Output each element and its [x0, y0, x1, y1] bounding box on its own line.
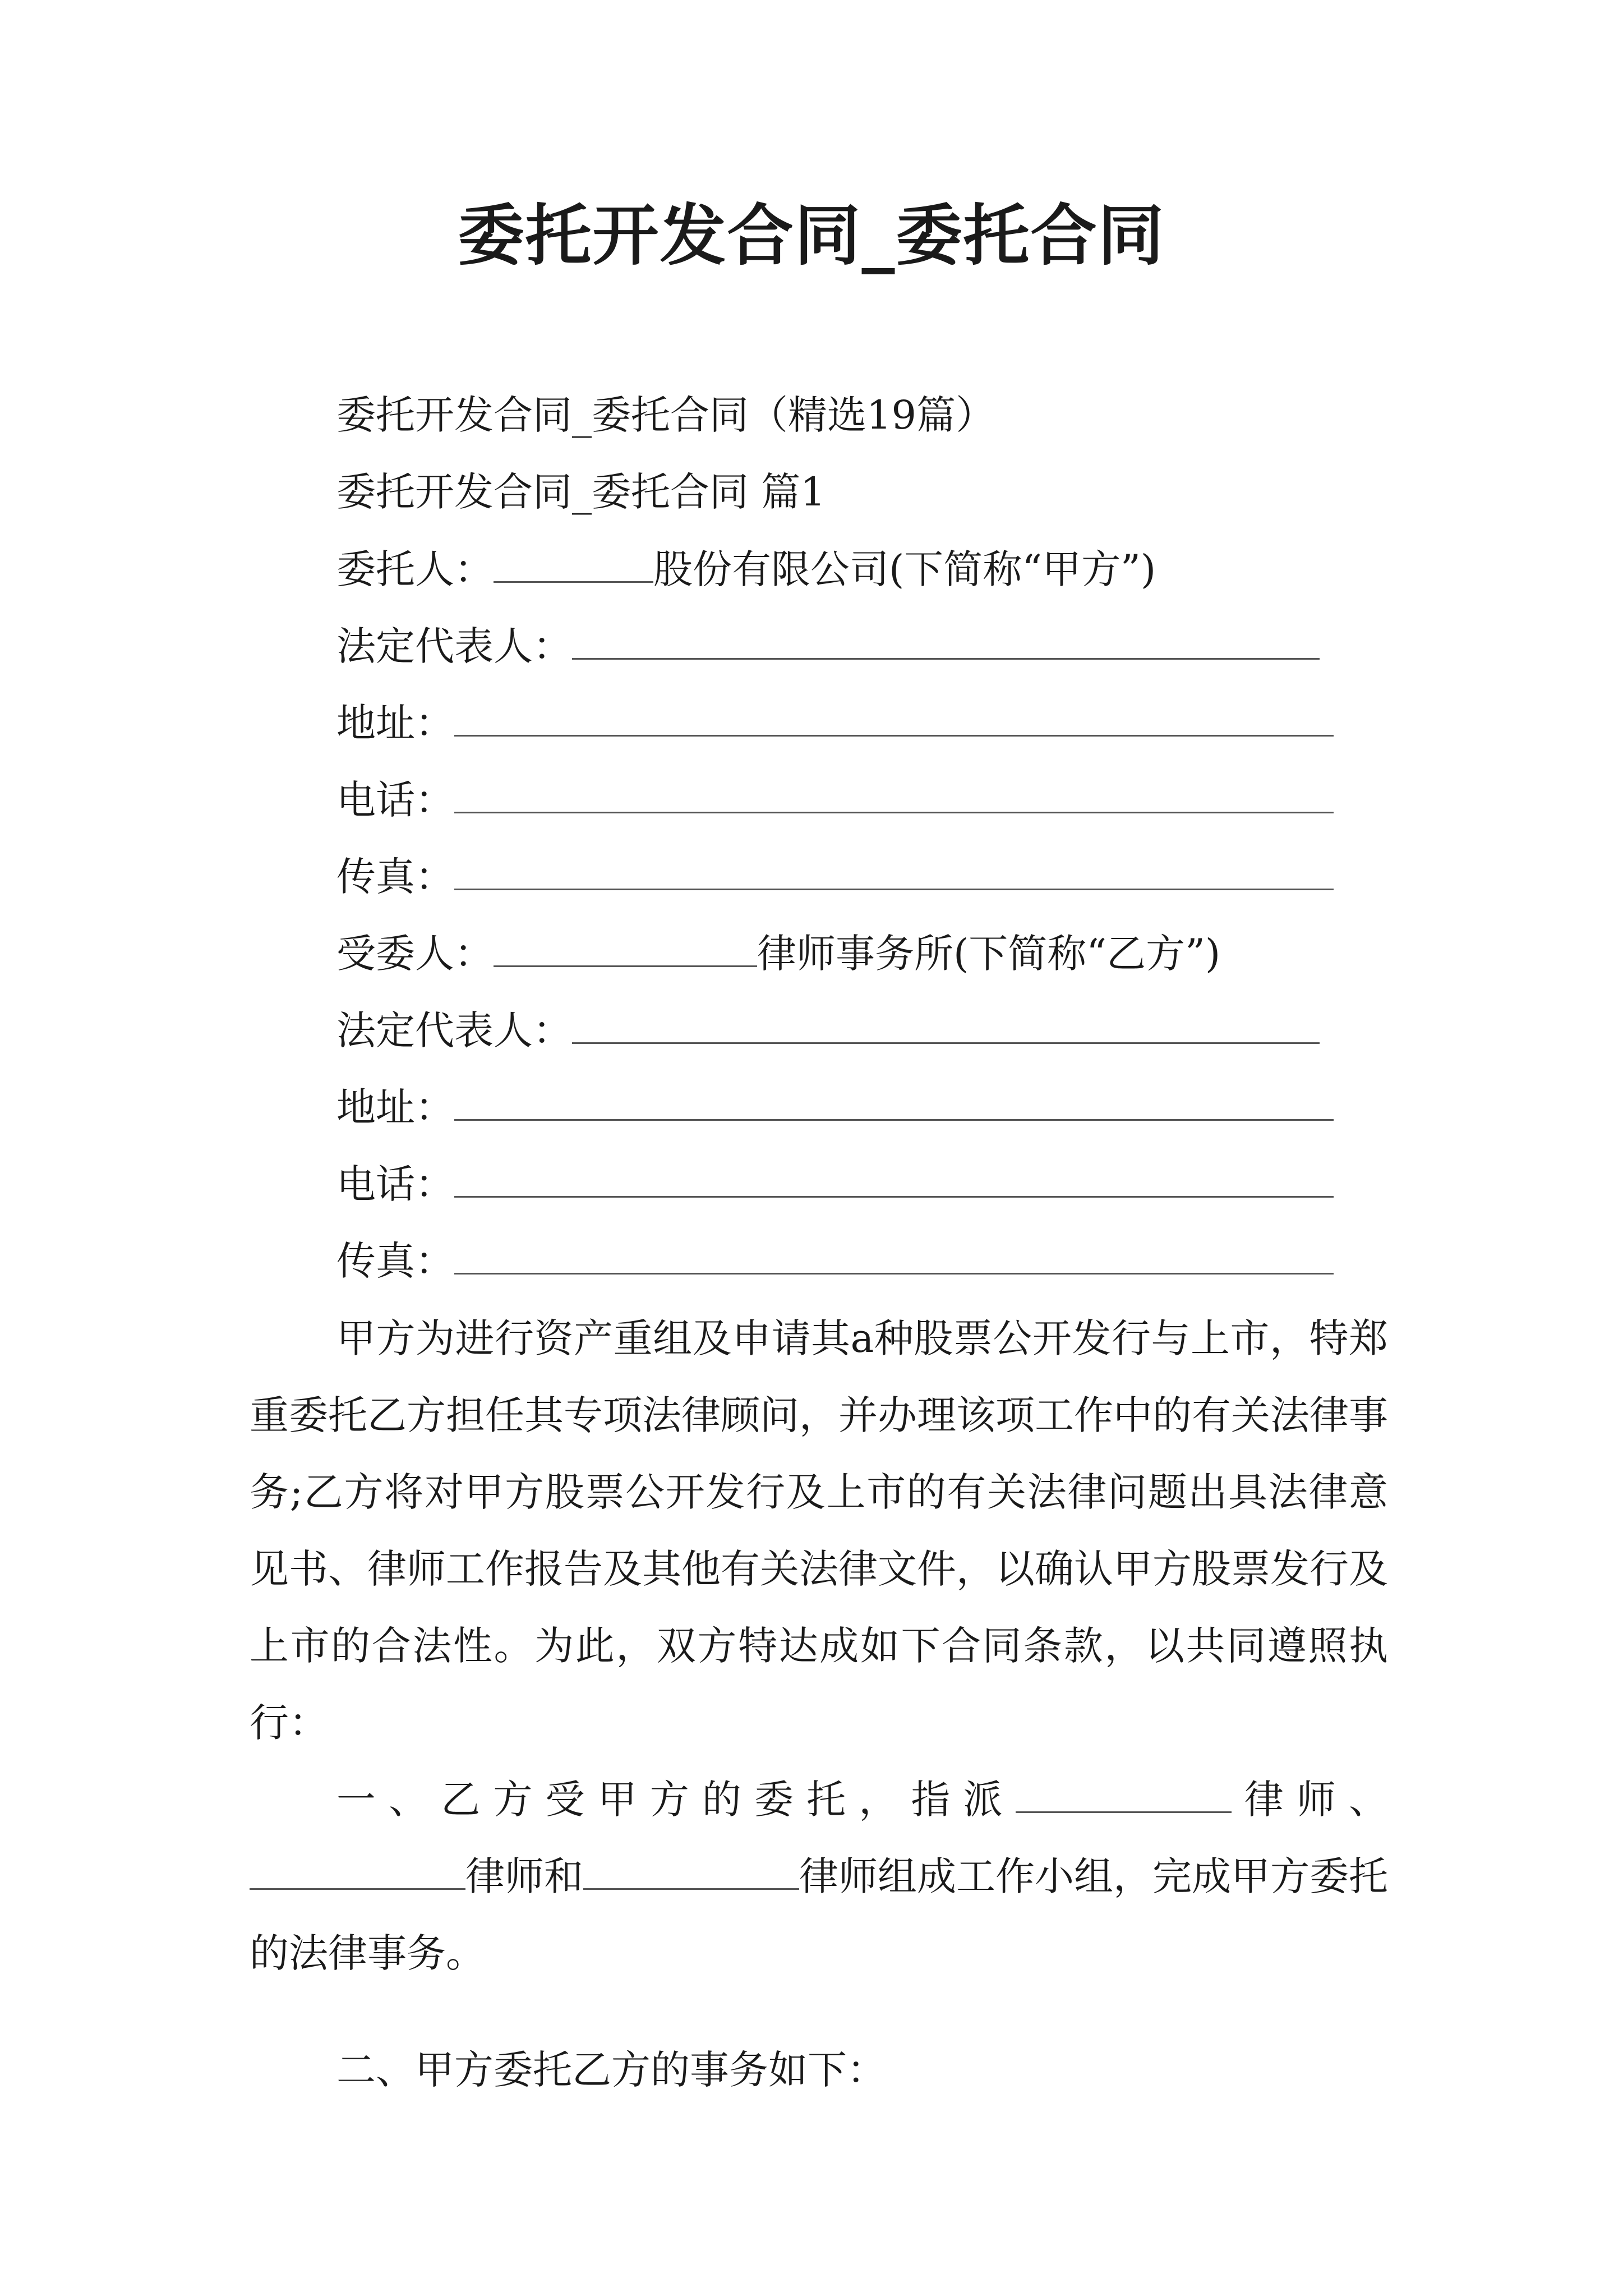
- party-b-fax-label: 传真：: [336, 1238, 454, 1284]
- party-a-phone-label: 电话：: [336, 777, 454, 823]
- party-a-rep-line: [336, 618, 1320, 674]
- clause-1-part1: 一、乙方受甲方的委托，指派: [336, 1777, 1016, 1823]
- clause-2: 二、甲方委托乙方的事务如下：: [336, 2047, 886, 2093]
- clause-1-lawyer-2-blank: [250, 1848, 465, 1890]
- party-a-address-blank: [454, 694, 1334, 737]
- party-b-address-line: [336, 1079, 1334, 1135]
- party-a-address-label: 地址：: [336, 700, 454, 746]
- party-a-fax-label: 传真：: [336, 854, 454, 900]
- clause-1-part4: 律师组成工作小组，完成甲方委托的法律事务。: [250, 1853, 1388, 1976]
- party-b-address-label: 地址：: [336, 1084, 454, 1130]
- party-a-fax-blank: [454, 848, 1334, 890]
- party-a-address-line: [336, 694, 1334, 751]
- intro-paragraph: 甲方为进行资产重组及申请其a种股票公开发行与上市，特郑重委托乙方担任其专项法律顾问，并办理该项工作中的有关法律事务;乙方将对甲方股票公开发行及上市的有关法律问题出具法律意见书、律师工作报告及其他有关法律文件，以确认甲方股票发行及上市的合法性。为此，双方特达成如下合同条款，以共同遵照执行：: [250, 1315, 1388, 1746]
- party-b-rep-line: [336, 1002, 1320, 1059]
- party-a-phone-blank: [454, 771, 1334, 813]
- party-b-fax-blank: [454, 1232, 1334, 1274]
- party-b-address-blank: [454, 1079, 1334, 1121]
- party-b-label: 受委人：: [336, 931, 494, 977]
- party-a-name-blank: [494, 541, 653, 583]
- party-a-suffix: 股份有限公司(下简称“甲方”): [653, 546, 1156, 592]
- party-a-rep-blank: [572, 618, 1320, 660]
- party-b-name-blank: [494, 925, 757, 967]
- party-a-fax-line: [336, 848, 1334, 905]
- party-a-line: [336, 541, 1156, 597]
- document-title: 委托开发合同_委托合同: [458, 196, 1165, 274]
- party-a-rep-label: 法定代表人：: [336, 623, 572, 669]
- clause-1-part2: 律师、: [1231, 1777, 1388, 1823]
- document-subtitle: 委托开发合同_委托合同（精选19篇）: [336, 392, 995, 438]
- party-b-line: [336, 925, 1220, 982]
- clause-1: [250, 1761, 1388, 1992]
- party-b-phone-label: 电话：: [336, 1161, 454, 1207]
- clause-1-lawyer-3-blank: [583, 1848, 799, 1890]
- party-b-rep-blank: [572, 1002, 1320, 1044]
- section-heading: 委托开发合同_委托合同 篇1: [336, 469, 826, 515]
- party-a-label: 委托人：: [336, 546, 494, 592]
- party-b-phone-blank: [454, 1156, 1334, 1198]
- party-b-rep-label: 法定代表人：: [336, 1007, 572, 1053]
- clause-1-part3: 律师和: [465, 1853, 583, 1899]
- party-a-phone-line: [336, 771, 1334, 828]
- party-b-suffix: 律师事务所(下简称“乙方”): [757, 931, 1221, 977]
- clause-1-lawyer-1-blank: [1016, 1771, 1232, 1813]
- party-b-phone-line: [336, 1156, 1334, 1212]
- party-b-fax-line: [336, 1232, 1334, 1289]
